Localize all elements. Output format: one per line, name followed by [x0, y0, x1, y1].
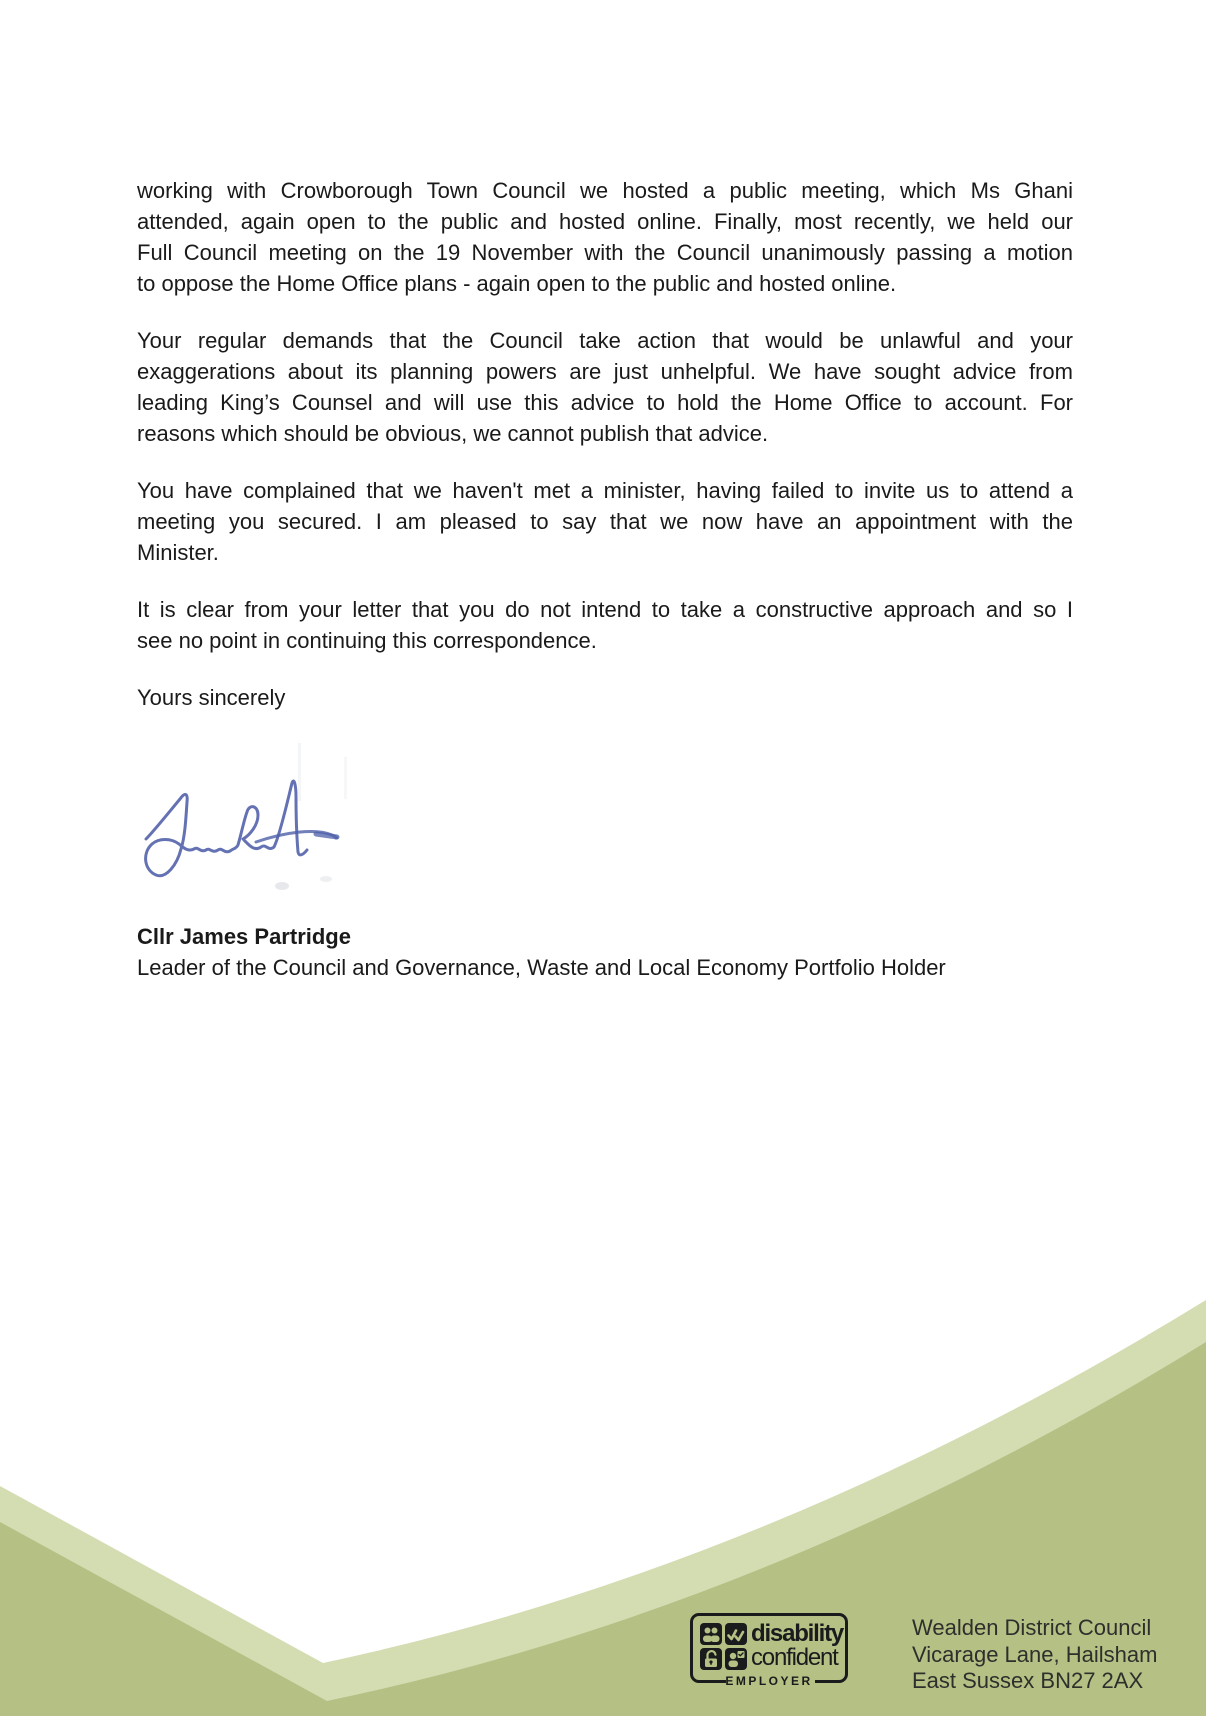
paragraph — [137, 325, 1073, 449]
scan-smudge — [298, 743, 301, 801]
signatory-name: Cllr James Partridge — [137, 924, 351, 949]
letter-line: Full Council meeting on the 19 November with the Council unanimously passing a motion — [137, 240, 1073, 265]
disability-confident-badge — [690, 1613, 848, 1688]
address-line-3: East Sussex BN27 2AX — [912, 1668, 1144, 1693]
scan-smudge — [320, 876, 332, 882]
letter-line: reasons which should be obvious, we cannot publish that advice. — [137, 421, 769, 446]
disability-confident-icons — [700, 1623, 747, 1670]
letter-line: You have complained that we haven't met a minister, having failed to invite us to attend a — [137, 478, 1073, 503]
address-line-1: Wealden District Council — [912, 1615, 1152, 1640]
letter-line: It is clear from your letter that you do not intend to take a constructive approach and so I — [137, 597, 1073, 622]
letter-line: to oppose the Home Office plans - again open to the public and hosted online. — [137, 271, 897, 296]
scan-smudge — [275, 882, 289, 890]
signature-icon — [130, 705, 360, 915]
open-padlock-icon — [700, 1648, 722, 1670]
badge-wordmark — [751, 1622, 843, 1669]
signatory-block — [137, 921, 1137, 983]
signature-flourish-dash — [316, 834, 337, 837]
badge-word-confident: confident — [751, 1644, 838, 1671]
letter-line: exaggerations about its planning powers are just unhelpful. We have sought advice from — [137, 359, 1073, 384]
letter-line: leading King’s Counsel and will use this advice to hold the Home Office to account. For — [137, 390, 1073, 415]
double-tick-icon — [725, 1623, 747, 1645]
letter-line: attended, again open to the public and hosted online. Finally, most recently, we held our — [137, 209, 1073, 234]
paragraph — [137, 475, 1073, 568]
scan-smudge — [344, 757, 347, 799]
letter-line: meeting you secured. I am pleased to say that we now have an appointment with the — [137, 509, 1073, 534]
signature-stroke — [146, 781, 307, 876]
letter-line: working with Crowborough Town Council we hosted a public meeting, which Ms Ghani — [137, 178, 1073, 203]
people-icon — [700, 1623, 722, 1645]
signoff: Yours sincerely — [137, 685, 286, 710]
badge-word-disability: disability — [751, 1620, 844, 1647]
letter-body — [137, 175, 1073, 713]
badge-word-employer: EMPLOYER — [725, 1674, 813, 1688]
address-line-2: Vicarage Lane, Hailsham — [912, 1641, 1158, 1667]
council-address — [912, 1615, 1157, 1695]
signatory-title: Leader of the Council and Governance, Waste and Local Economy Portfolio Holder — [137, 955, 946, 980]
paragraph — [137, 594, 1073, 656]
person-check-icon — [725, 1648, 747, 1670]
letter-line: Minister. — [137, 540, 219, 565]
paragraph — [137, 175, 1073, 299]
letter-line: Your regular demands that the Council take action that would be unlawful and your — [137, 328, 1073, 353]
letter-line: see no point in continuing this correspondence. — [137, 628, 597, 653]
